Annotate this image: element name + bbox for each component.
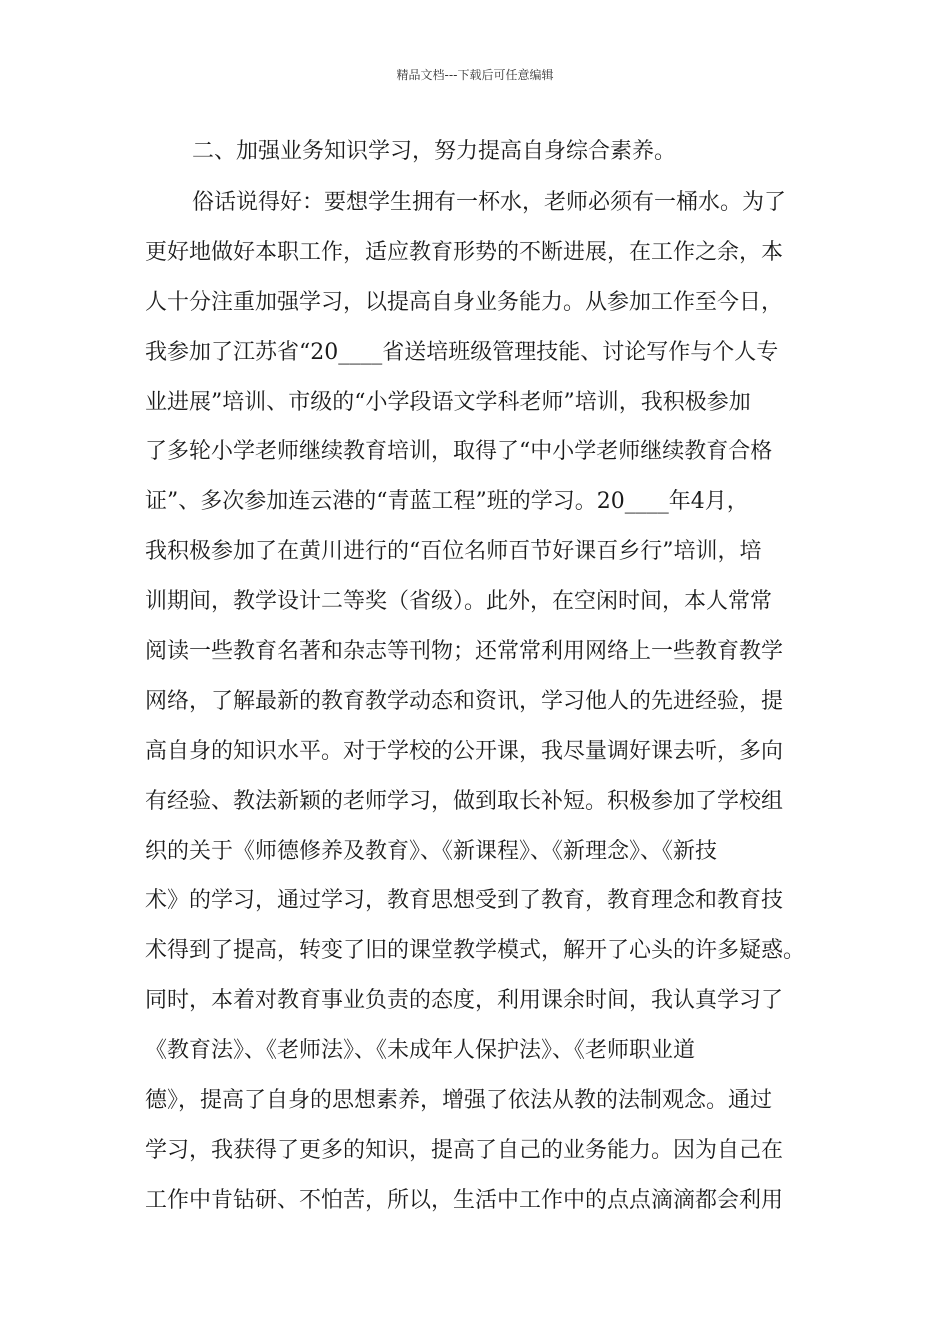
body-line: 《教育法》、《老师法》、《未成年人保护法》、《老师职业道: [145, 1038, 696, 1064]
section-heading: 二、加强业务知识学习，努力提高自身综合素养。: [192, 139, 677, 164]
body-line: 我参加了江苏省“20____省送培班级管理技能、讨论写作与个人专: [145, 339, 779, 365]
body-line: 术》的学习，通过学习，教育思想受到了教育，教育理念和教育技: [145, 888, 784, 914]
body-line: 俗话说得好：要想学生拥有一杯水，老师必须有一桶水。为了: [192, 190, 787, 215]
page-header-watermark: 精品文档---下载后可任意编辑: [396, 68, 554, 82]
body-line: 更好地做好本职工作，适应教育形势的不断进展，在工作之余，本: [145, 239, 784, 265]
body-line: 了多轮小学老师继续教育培训，取得了“中小学老师继续教育合格: [145, 439, 773, 465]
body-line: 网络，了解最新的教育教学动态和资讯，学习他人的先进经验，提: [145, 688, 784, 714]
body-line: 有经验、教法新颖的老师学习，做到取长补短。积极参加了学校组: [145, 788, 784, 814]
body-line: 我积极参加了在黄川进行的“百位名师百节好课百乡行”培训，培: [145, 539, 762, 565]
body-line: 术得到了提高，转变了旧的课堂教学模式，解开了心头的许多疑惑。: [145, 938, 806, 964]
body-line: 高自身的知识水平。对于学校的公开课，我尽量调好课去听，多向: [145, 738, 784, 764]
body-line: 织的关于《师德修养及教育》、《新课程》、《新理念》、《新技: [145, 838, 718, 864]
body-line: 学习，我获得了更多的知识，提高了自己的业务能力。因为自己在: [145, 1137, 784, 1163]
body-line: 训期间，教学设计二等奖（省级）。此外，在空闲时间，本人常常: [145, 589, 773, 615]
body-line: 证”、多次参加连云港的“青蓝工程”班的学习。20____年4月，: [145, 489, 749, 515]
body-line: 阅读一些教育名著和杂志等刊物；还常常利用网络上一些教育教学: [145, 639, 784, 665]
body-line: 工作中肯钻研、不怕苦，所以，生活中工作中的点点滴滴都会利用: [145, 1187, 784, 1213]
body-line: 人十分注重加强学习，以提高自身业务能力。从参加工作至今日，: [145, 289, 784, 315]
body-line: 同时，本着对教育事业负责的态度，利用课余时间，我认真学习了: [145, 988, 784, 1014]
body-line: 业进展”培训、市级的“小学段语文学科老师”培训，我积极参加: [145, 389, 751, 415]
body-line: 德》，提高了自身的思想素养，增强了依法从教的法制观念。通过: [145, 1088, 773, 1114]
body-paragraph: [145, 178, 845, 1226]
